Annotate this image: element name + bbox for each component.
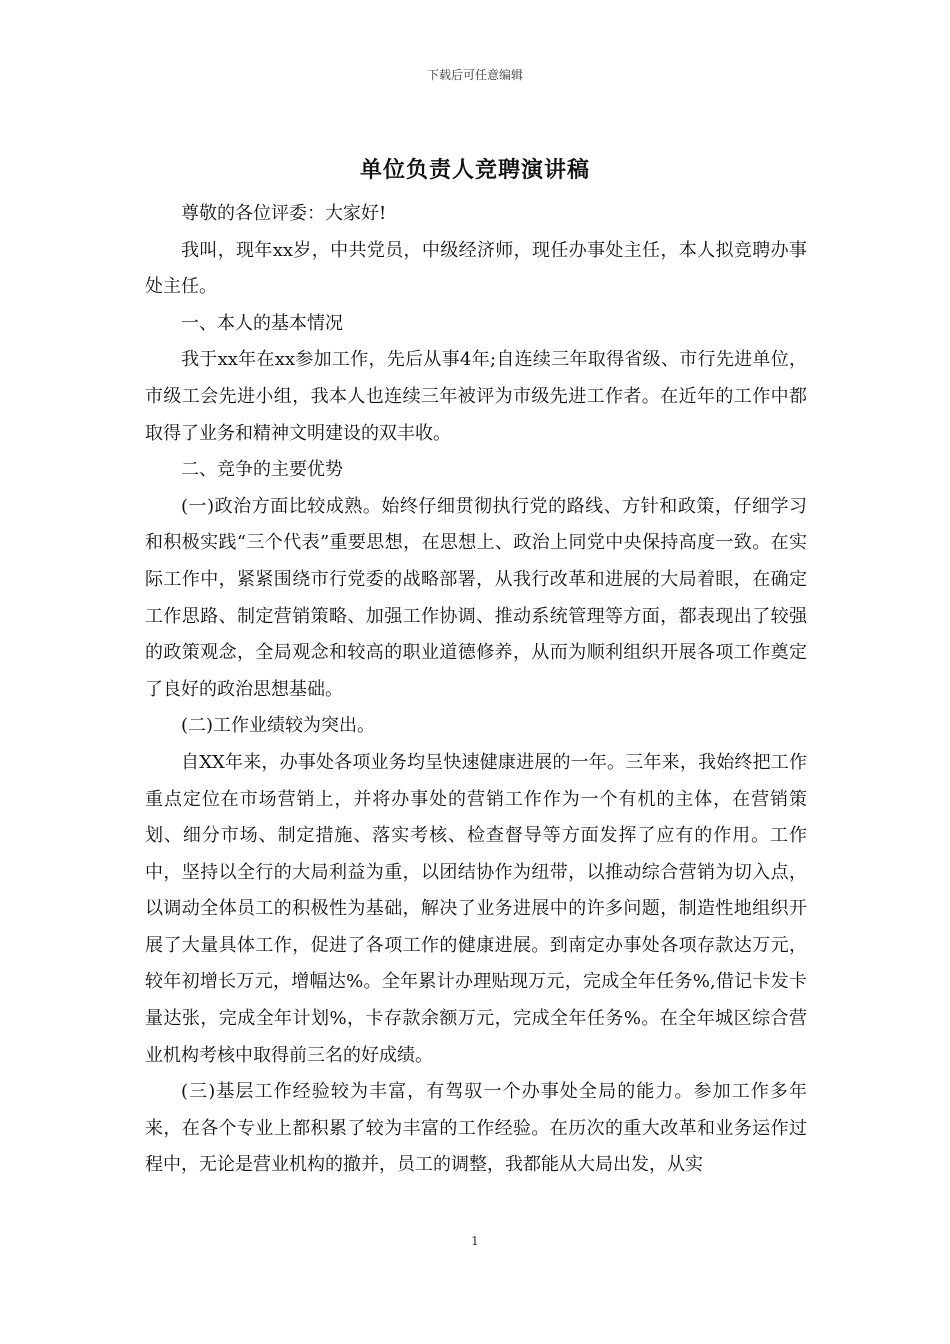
paragraph-greeting: 尊敬的各位评委：大家好! (181, 203, 387, 224)
paragraph-basic-info: 我于xx年在xx参加工作，先后从事4年;自连续三年取得省级、市行先进单位，市级工会先进小组，我本人也连续三年被评为市级先进工作者。在近年的工作中都取得了业务和精神文明建设的双丰收。 (145, 349, 807, 444)
paragraph-performance: 自XX年来，办事处各项业务均呈快速健康进展的一年。三年来，我始终把工作重点定位在市场营销上，并将办事处的营销工作作为一个有机的主体，在营销策划、细分市场、制定措施、落实考核、检查督导等方面发挥了应有的作用。工作中，坚持以全行的大局利益为重，以团结协作为纽带，以推动综合营销为切入点，以调动全体员工的积极性为基础，解决了业务进展中的许多问题，制造性地组织开展了大量具体工作，促进了各项工作的健康进展。到南定办事处各项存款达万元，较年初增长万元，增幅达%。全年累计办理贴现万元，完成全年任务%,借记卡发卡量达张，完成全年计划%，卡存款余额万元，完成全年任务%。在全年城区综合营业机构考核中取得前三名的好成绩。 (145, 751, 807, 1066)
section-heading-advantages: 二、竞争的主要优势 (181, 459, 343, 481)
subheading-performance: (二)工作业绩较为突出。 (181, 715, 376, 737)
page-header-note: 下载后可任意编辑 (426, 68, 523, 82)
paragraph-political: (一)政治方面比较成熟。始终仔细贯彻执行党的路线、方针和政策，仔细学习和积极实践“三个代表”重要思想，在思想上、政治上同党中央保持高度一致。在实际工作中，紧紧围绕市行党委的战略部署，从我行改革和进展的大局着眼，在确定工作思路、制定营销策略、加强工作协调、推动系统管理等方面，都表现出了较强的政策观念，全局观念和较高的职业道德修养，从而为顺利组织开展各项工作奠定了良好的政治思想基础。 (145, 495, 807, 700)
paragraph-experience: (三)基层工作经验较为丰富，有驾驭一个办事处全局的能力。参加工作多年来，在各个专业上都积累了较为丰富的工作经验。在历次的重大改革和业务运作过程中，无论是营业机构的撤并，员工的调整，我都能从大局出发，从实 (145, 1081, 807, 1176)
paragraph-introduction: 我叫，现年xx岁，中共党员，中级经济师，现任办事处主任，本人拟竞聘办事处主任。 (145, 239, 807, 298)
page-number: 1 (471, 1234, 479, 1248)
document-title: 单位负责人竞聘演讲稿 (359, 157, 590, 183)
document-body (145, 196, 807, 1184)
section-heading-basic-info: 一、本人的基本情况 (181, 312, 343, 334)
